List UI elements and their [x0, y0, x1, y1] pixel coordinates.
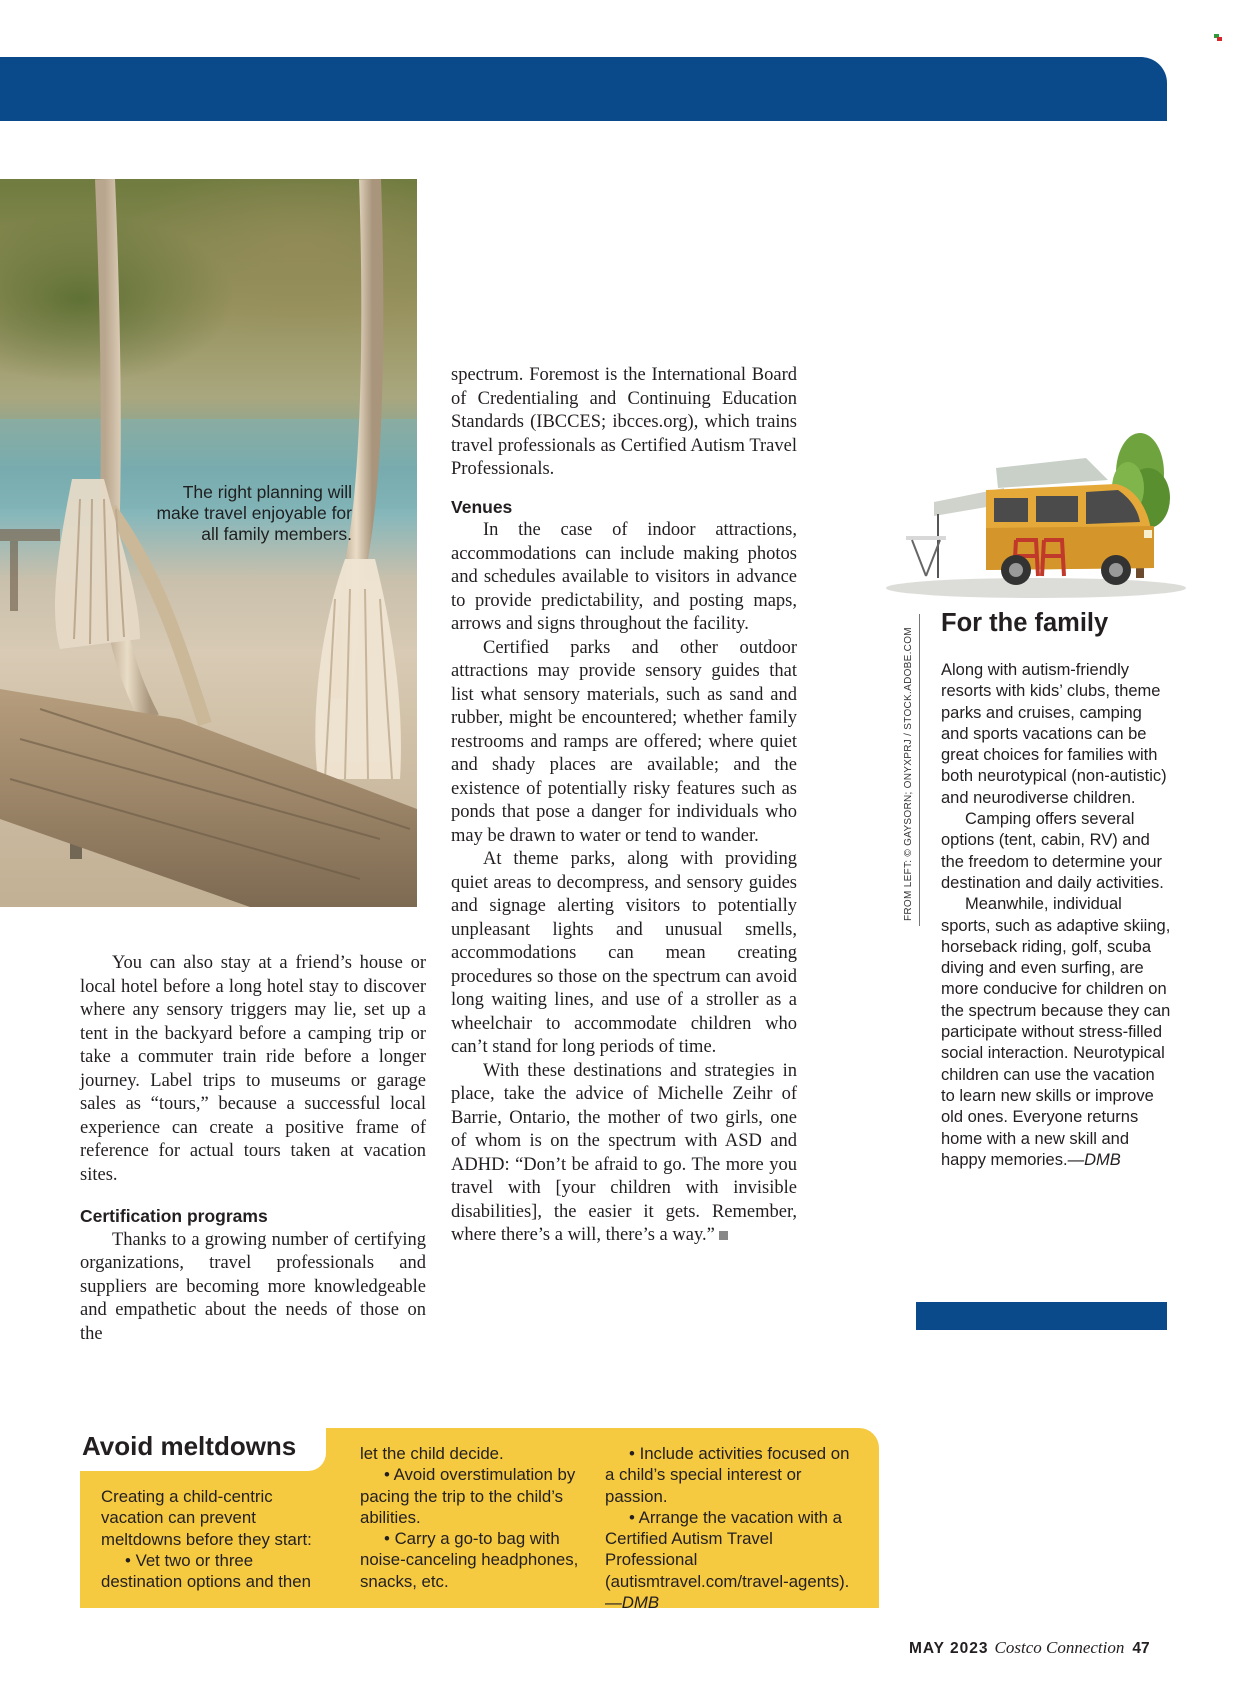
bullet-icon: • — [384, 1529, 390, 1549]
middle-paragraph-4: At theme parks, along with providing quiet areas to decompress, and sensory guides and signage alerting visitors to potentially unpleasant lights and unusual smells, accommodations can mean creating procedures so those on the spectrum can avoid long waiting lines, and use of a stroller as a wheelchair to accommodate children who can’t stand for long periods of time. — [451, 849, 797, 1057]
middle-column — [451, 364, 797, 1248]
bullet-icon: • — [629, 1444, 635, 1463]
sidebar-paragraph-3-text: Meanwhile, individual sports, such as adaptive skiing, horseback riding, golf, scuba diving and even surfing, are more conducive for children on the spectrum because they can participate without stress-filled social interaction. Neurotypical children can use the vacation to learn new skills or improve old ones. Everyone returns home with a new skill and happy memories. — [941, 895, 1171, 1169]
meltdowns-bullet-1-continued: let the child decide. — [360, 1444, 504, 1463]
sidebar-title: For the family — [941, 609, 1109, 637]
sidebar-paragraph-2: Camping offers several options (tent, cabin, RV) and the freedom to determine your destination and daily activities. — [941, 810, 1164, 892]
sidebar-divider — [919, 614, 920, 926]
sidebar-footer-bar — [916, 1302, 1167, 1330]
sidebar-signature: —DMB — [1067, 1150, 1121, 1169]
sidebar-paragraph-3 — [941, 894, 1171, 1171]
avoid-meltdowns-title: Avoid meltdowns — [82, 1431, 297, 1461]
footer-publication: Costco Connection — [994, 1638, 1125, 1657]
meltdowns-bullet-2 — [360, 1464, 582, 1528]
meltdowns-bullet-1 — [101, 1550, 329, 1593]
meltdowns-column-3 — [605, 1443, 855, 1613]
left-column — [80, 952, 426, 1346]
bullet-5-text: Arrange the vacation with a Certified Autism Travel Professional (autismtravel.com/travel-agents). — [605, 1507, 850, 1591]
bullet-icon: • — [629, 1507, 635, 1527]
page-number: 47 — [1132, 1640, 1150, 1657]
footer-month: MAY 2023 — [909, 1640, 989, 1657]
middle-paragraph-5 — [451, 1060, 797, 1248]
camper-van-illustration — [886, 418, 1186, 608]
bullet-3-text: Carry a go-to bag with noise-canceling headphones, snacks, etc. — [360, 1529, 579, 1591]
bullet-icon: • — [125, 1550, 131, 1570]
middle-paragraph-2: In the case of indoor attractions, accommodations can include making photos and schedules available to visitors in advance to provide predictability, and posting maps, arrows and signs throughout the facility. — [451, 520, 797, 634]
venues-heading: Venues — [451, 496, 513, 517]
bullet-4-text: Include activities focused on a child’s special interest or passion. — [605, 1444, 850, 1506]
meltdowns-column-2 — [360, 1443, 582, 1592]
corner-color-mark — [1214, 34, 1223, 41]
meltdowns-intro: Creating a child-centric vacation can prevent meltdowns before they start: — [101, 1487, 312, 1549]
photo-caption: The right planning will make travel enjoyable for all family members. — [156, 482, 352, 544]
bullet-2-text: Avoid overstimulation by pacing the trip to the child’s abilities. — [360, 1465, 576, 1527]
rope-swing-photo — [0, 179, 417, 907]
meltdowns-bullet-5 — [605, 1507, 855, 1613]
end-mark-icon — [719, 1231, 728, 1240]
middle-paragraph-3: Certified parks and other outdoor attractions may provide sensory guides that list what sensory materials, such as sand and rubber, might be encountered; whether family restrooms and ramps are offered; where quiet and shady places are available; and the existence of potentially risky features such as ponds that pose a danger for individuals who may be drawn to water or tend to wander. — [451, 637, 797, 846]
sidebar-body — [941, 660, 1171, 1171]
photo-credit: FROM LEFT: © GAYSORN; ONYXPRJ / STOCK.ADOBE.COM — [903, 627, 914, 921]
meltdowns-bullet-3 — [360, 1528, 582, 1592]
middle-paragraph-5-text: With these destinations and strategies in place, take the advice of Michelle Zeihr of Barrie, Ontario, the mother of two girls, one of whom is on the spectrum with ASD and ADHD: “Don’t be afraid to go. The more you travel with [your children with invisible disabilities], the easier it gets. Remember, where there’s a will, there’s a way.” — [451, 1060, 797, 1245]
page-footer — [909, 1638, 1150, 1658]
meltdowns-column-1 — [101, 1486, 329, 1592]
certification-programs-heading: Certification programs — [80, 1206, 268, 1226]
sidebar-paragraph-1: Along with autism-friendly resorts with kids’ clubs, theme parks and cruises, camping and sports vacations can be great choices for families with both neurotypical (non-autistic) and neurodiverse children. — [941, 661, 1167, 807]
header-banner — [0, 57, 1167, 121]
middle-paragraph-1: spectrum. Foremost is the International Board of Credentialing and Continuing Education Standards (IBCCES; ibcces.org), which trains travel professionals as Certified Autism Travel Professionals. — [451, 365, 797, 479]
left-paragraph-2: Thanks to a growing number of certifying organizations, travel professionals and suppliers are becoming more knowledgeable and empathetic about the needs of those on the — [80, 1229, 426, 1344]
left-paragraph-1: You can also stay at a friend’s house or local hotel before a long hotel stay to discover where any sensory triggers may lie, set up a tent in the backyard before a camping trip or take a commuter train ride before a longer journey. Label trips to museums or garage sales as “tours,” because a successful local experience can create a positive frame of reference for actual tours taken at vacation sites. — [80, 953, 426, 1185]
bullet-1-text: Vet two or three destination options and then — [101, 1550, 311, 1592]
meltdowns-signature: —DMB — [605, 1593, 660, 1613]
bullet-icon: • — [384, 1465, 390, 1485]
meltdowns-bullet-4 — [605, 1443, 855, 1507]
